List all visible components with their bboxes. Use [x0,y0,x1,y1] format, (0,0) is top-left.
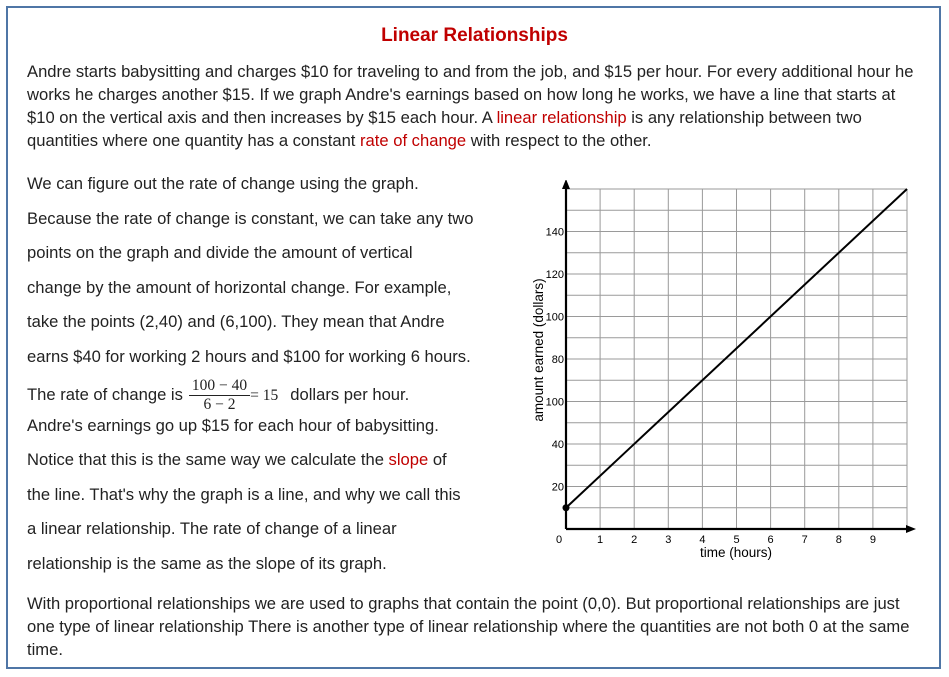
fraction-denominator: 6 − 2 [203,396,236,413]
intro-text-1: Andre starts babysitting and charges $10 for traveling to and from the job, and $15 per hour. For every additional hour he works he charges another $15. If we graph Andre's earnings based on how long he works, we have a line that starts at $10 on the vertical axis and then increases by $15 each hour. A [27,62,914,127]
x-tick-label-5: 5 [733,534,740,546]
explanation-line-9 [27,446,527,481]
explanation-line-4: change by the amount of horizontal change. For example, [27,277,452,297]
start-point [563,504,570,511]
rate-fraction [189,377,250,414]
linear-relationship-term: linear relationship [496,108,627,127]
line9-suffix: of [428,450,447,469]
explanation-line-6: earns $40 for working 2 hours and $100 for working 6 hours. [27,346,471,366]
y-tick-label-20: 20 [551,481,564,494]
x-tick-label-7: 7 [801,534,808,546]
explanation-line-8: Andre's earnings go up $15 for each hour of babysitting. [27,415,439,435]
intro-text-3: with respect to the other. [466,131,652,150]
slope-term: slope [388,450,429,469]
axes [562,180,916,533]
explanation-line-3: points on the graph and divide the amount of vertical [27,243,413,262]
explanation-line-1: We can figure out the rate of change using the graph. [27,174,419,193]
y-tick-label-40: 40 [551,439,564,451]
fraction-result: = 15 [250,386,279,404]
explanation-line-10: the line. That's why the graph is a line, and why we call this [27,484,461,504]
y-tick-label-140: 140 [545,226,564,239]
origin-label: 0 [555,534,563,546]
explanation-line-11: a linear relationship. The rate of change of a linear [27,519,397,538]
x-tick-label-3: 3 [665,534,672,546]
fraction-numerator: 100 − 40 [189,377,250,396]
grid [566,189,907,529]
x-tick-label-2: 2 [631,534,638,546]
intro-text-2: is any relationship between two quantities where one quantity has a constant [27,108,862,150]
earnings-graph [527,180,927,570]
series [563,189,908,511]
x-tick-label-6: 6 [767,534,774,546]
rate-suffix: dollars per hour. [290,384,410,404]
x-tick-label-4: 4 [699,534,706,546]
conclusion-paragraph: With proportional relationships we are used to graphs that contain the point (0,0). But proportional relationships are just one type of linear relationship There is another type of linear relationship where the quantities are not both 0 at the same time. [27,594,910,659]
y-axis-arrow [562,180,570,189]
rate-of-change-line [27,377,527,412]
y-tick-label-80: 80 [551,354,564,366]
page-title: Linear Relationships [381,25,568,46]
x-axis-label: time (hours) [699,545,773,560]
y-axis-label: amount earned (dollars) [531,278,546,422]
explanation-column [27,170,527,584]
rate-of-change-term: rate of change [360,131,467,150]
x-tick-label-9: 9 [869,534,876,546]
explanation-line-12: relationship is the same as the slope of its graph. [27,553,387,573]
rate-prefix: The rate of change is [27,384,183,404]
explanation-line-5: take the points (2,40) and (6,100). They mean that Andre [27,312,445,331]
x-tick-label-1: 1 [597,534,604,546]
x-tick-label-8: 8 [835,534,842,546]
y-tick-label-120: 120 [545,269,564,281]
y-tick-label-60: 100 [545,396,564,409]
explanation-line-2: Because the rate of change is constant, we can take any two [27,208,474,228]
line9-prefix: Notice that this is the same way we calculate the [27,450,389,469]
y-tick-label-100: 100 [545,311,564,324]
intro-paragraph [27,60,927,152]
x-axis-arrow [906,525,916,533]
